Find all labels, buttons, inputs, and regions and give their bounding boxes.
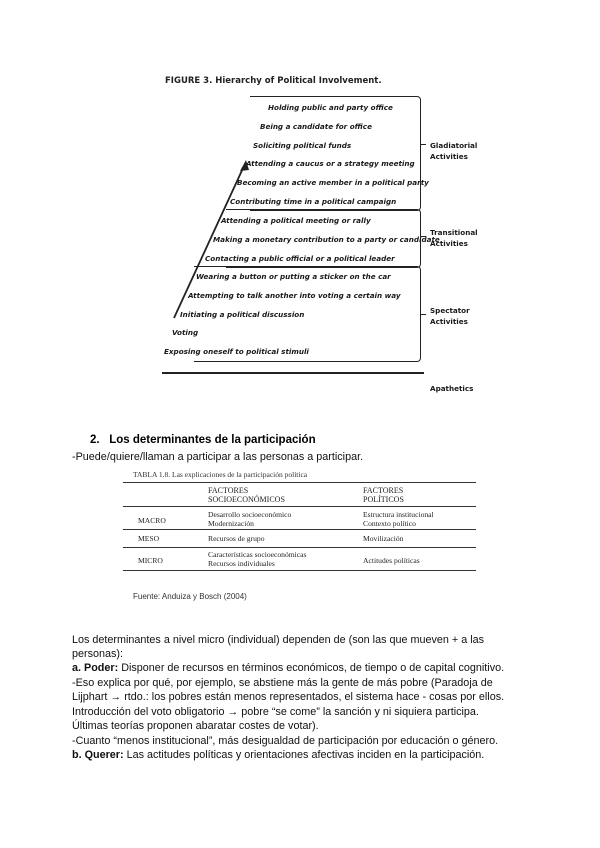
table-caption: TABLA 1.8. Las explicaciones de la participación política <box>133 470 308 479</box>
rung-monetary-contribution: Making a monetary contribution to a party or candidate <box>213 235 440 244</box>
rung-wearing-button: Wearing a button or putting a sticker on the car <box>196 272 391 281</box>
apathetics-label: Apathetics <box>430 384 474 393</box>
row-micro-socio: Características socioeconómicas Recursos individuales <box>208 550 307 568</box>
transitional-tick <box>420 236 426 237</box>
rung-candidate: Being a candidate for office <box>260 122 372 131</box>
rung-initiating-discussion: Initiating a political discussion <box>180 310 305 319</box>
apathetics-baseline <box>162 372 424 374</box>
transitional-label: Transitional Activities <box>430 228 478 248</box>
table-source: Fuente: Anduiza y Bosch (2004) <box>133 592 247 601</box>
rung-holding-office: Holding public and party office <box>268 103 393 112</box>
figure-title: FIGURE 3. Hierarchy of Political Involvement. <box>165 76 382 86</box>
section-intro: -Puede/quiere/llaman a participar a las personas a participar. <box>72 451 364 463</box>
row-meso-socio: Recursos de grupo <box>208 534 265 543</box>
header-political: FACTORES POLÍTICOS <box>363 486 404 504</box>
rung-contacting-official: Contacting a public official or a political leader <box>205 254 395 263</box>
gladiatorial-label: Gladiatorial Activities <box>430 141 478 161</box>
micro-paragraph-line-1: Los determinantes a nivel micro (individual) dependen de (son las que mueven + a las <box>72 634 485 646</box>
poder-line <box>72 661 504 675</box>
section-heading <box>90 434 316 446</box>
rung-active-member: Becoming an active member in a political party <box>237 178 429 187</box>
gladiatorial-tick <box>420 144 426 145</box>
participation-table <box>123 470 476 578</box>
row-level-meso: MESO <box>138 534 160 543</box>
table-row-rule-2 <box>123 547 476 548</box>
poder-line-2: -Eso explica por qué, por ejemplo, se abstiene más la gente de más pobre (Paradoja de <box>72 677 493 689</box>
table-header-rule <box>123 506 476 507</box>
poder-line-5: Últimas teorías proponen abaratar costes de votar). <box>72 720 319 732</box>
rung-meeting-rally: Attending a political meeting or rally <box>221 216 371 225</box>
rung-soliciting-funds: Soliciting political funds <box>253 141 352 150</box>
spectator-tick <box>420 314 426 315</box>
transitional-bracket <box>226 209 421 268</box>
row-level-micro: MICRO <box>138 556 163 565</box>
rung-caucus: Attending a caucus or a strategy meeting <box>246 159 415 168</box>
poder-line-3: Lijphart → rtdo.: los pobres están menos representados, el sistema hace - cosas por ellos. <box>72 691 505 703</box>
poder-text: Disponer de recursos en términos económicos, de tiempo o de capital cognitivo. <box>118 662 505 674</box>
header-socioeconomic: FACTORES SOCIOECONÓMICOS <box>208 486 285 504</box>
poder-line-6: -Cuanto “menos institucional”, más desigualdad de participación por educación o género. <box>72 735 499 747</box>
row-macro-socio: Desarrollo socioeconómico Modernización <box>208 510 292 528</box>
row-level-macro: MACRO <box>138 516 166 525</box>
querer-text: Las actitudes políticas y orientaciones afectivas inciden en la participación. <box>123 749 485 761</box>
spectator-label: Spectator Activities <box>430 306 470 326</box>
table-bottom-rule <box>123 570 476 571</box>
rung-contributing-time: Contributing time in a political campaign <box>230 197 397 206</box>
poder-label: a. Poder: <box>72 662 119 674</box>
querer-line <box>72 748 484 762</box>
political-involvement-figure <box>150 70 480 400</box>
heading-text: Los determinantes de la participación <box>109 434 316 446</box>
gladiatorial-bracket <box>250 96 421 211</box>
heading-number: 2. <box>90 434 100 446</box>
rung-talk-another: Attempting to talk another into voting a certain way <box>188 291 401 300</box>
table-top-rule <box>123 482 476 483</box>
table-row-rule-1 <box>123 529 476 530</box>
row-macro-political: Estructura institucional Contexto político <box>363 510 434 528</box>
row-meso-political: Movilización <box>363 534 404 543</box>
rung-exposing-stimuli: Exposing oneself to political stimuli <box>164 347 309 356</box>
querer-label: b. Querer: <box>72 749 124 761</box>
spectator-bracket <box>194 266 421 362</box>
rung-voting: Voting <box>172 328 199 337</box>
micro-paragraph-line-2: personas): <box>72 648 124 660</box>
poder-line-4: Introducción del voto obligatorio → pobre “se come” la sanción y ni siquiera participa. <box>72 706 479 718</box>
row-micro-political: Actitudes políticas <box>363 556 420 565</box>
